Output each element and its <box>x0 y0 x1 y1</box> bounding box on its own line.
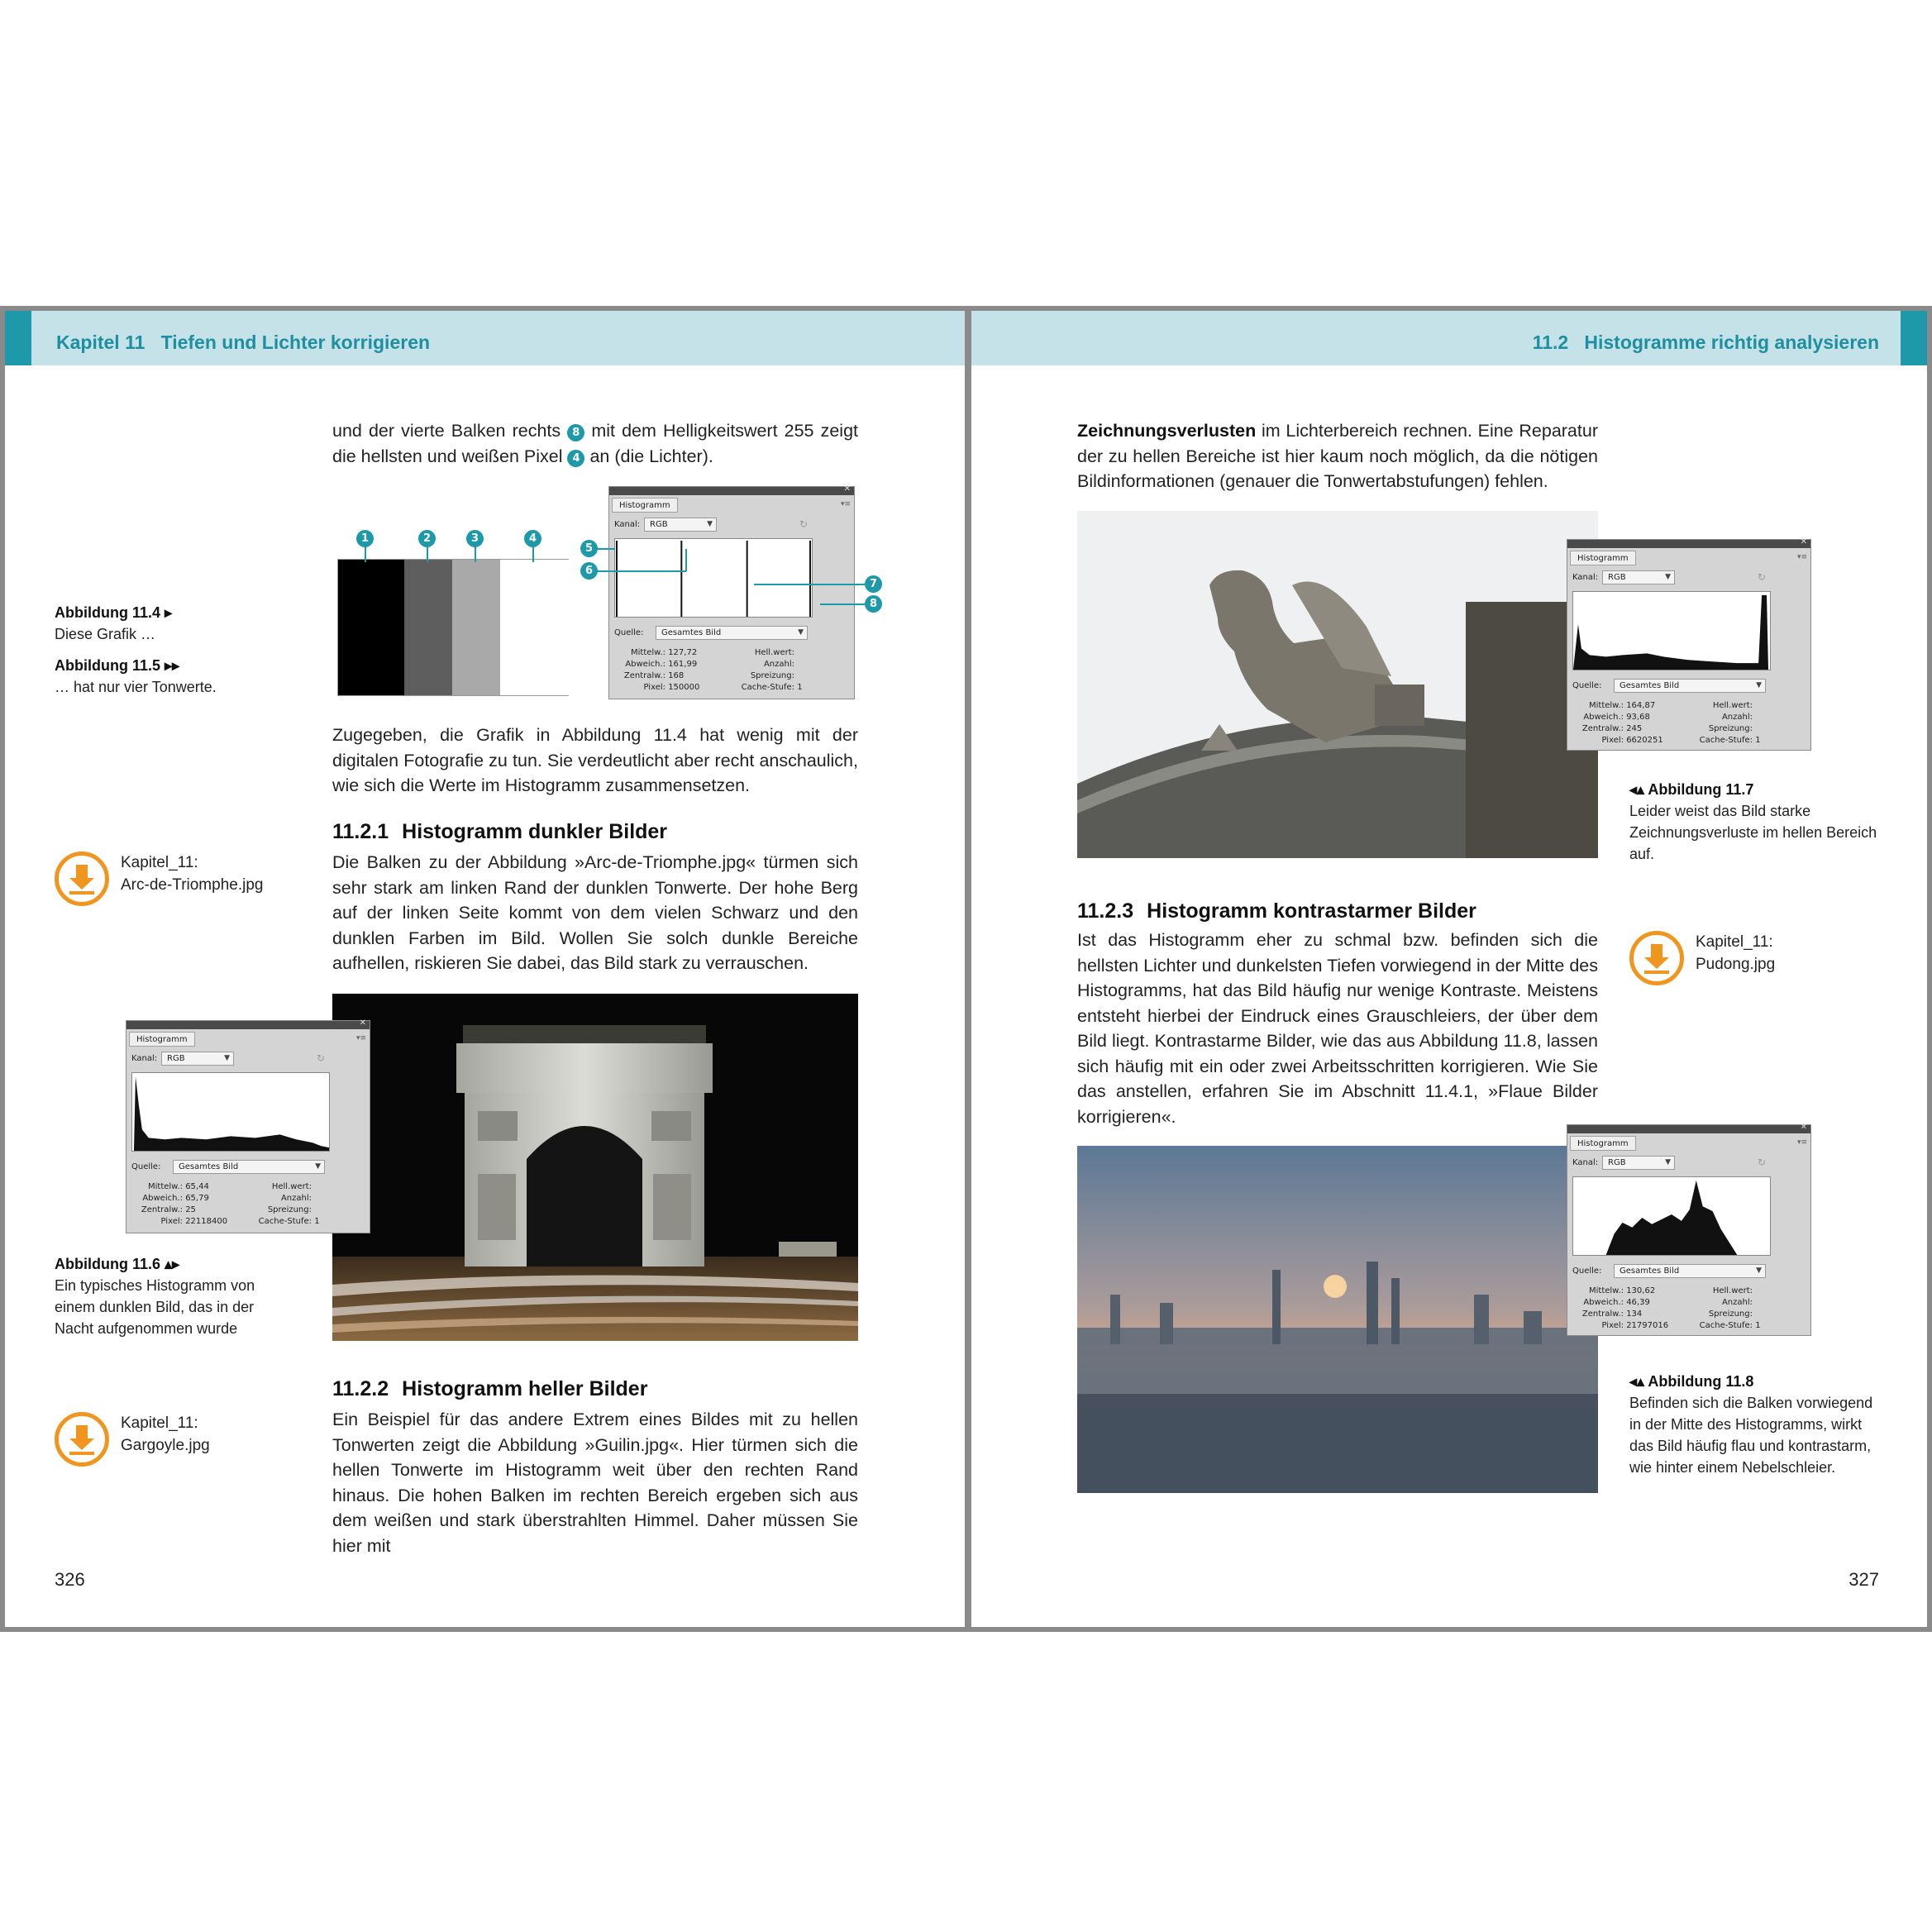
chapter-number: Kapitel 11 <box>56 332 145 353</box>
quelle-select[interactable] <box>1614 679 1766 693</box>
download-file: Pudong.jpg <box>1696 956 1776 973</box>
kanal-label: Kanal: <box>1572 573 1599 582</box>
stat-mittelw: 127,72 <box>668 648 698 657</box>
figure-marker-1 <box>356 530 374 547</box>
figure-marker-5 <box>580 540 598 557</box>
panel-titlebar <box>126 1018 370 1029</box>
refresh-icon[interactable]: ↻ <box>799 518 809 530</box>
download-folder: Kapitel_11: <box>1696 933 1773 951</box>
section-heading-11-2-1 <box>332 820 667 844</box>
tab-histogramm[interactable]: Histogramm <box>612 498 678 513</box>
kanal-label: Kanal: <box>1572 1158 1599 1167</box>
paragraph-11-2-2: Ein Beispiel für das andere Extrem eines Bildes mit zu hellen Tonwerten zeigt die Abbildung »Guilin.jpg«. Hier türmen sich die hellen Tonwerte im Histogramm weit über den rechten Rand hinaus. Die hohen Balken im rechten Bereich ergeben sich aus dem weißen und stark überstrahlten Himmel. Daher müssen Sie hier mit <box>332 1410 858 1556</box>
stat-label: Zentralw.: <box>141 1205 183 1214</box>
stat-label: Zentralw.: <box>1581 724 1624 733</box>
stat-label: Spreizung: <box>267 1205 312 1214</box>
photo-arc-de-triomphe <box>332 994 858 1341</box>
quelle-label: Quelle: <box>1572 1267 1602 1276</box>
stat-label: Hell.wert: <box>754 648 794 657</box>
stat-label: Pixel: <box>160 1217 183 1226</box>
section-heading-11-2-2 <box>332 1377 647 1401</box>
stat-label: Mittelw.: <box>148 1182 183 1191</box>
stat-label: Hell.wert: <box>271 1182 312 1191</box>
stat-label: Cache-Stufe: <box>258 1217 312 1226</box>
figure-marker-2 <box>418 530 436 547</box>
panel-titlebar <box>1567 537 1810 548</box>
stat-pixel: 150000 <box>668 683 700 692</box>
histogram-panel-fig-11-6 <box>126 1020 370 1233</box>
stat-label: Anzahl: <box>1721 1298 1753 1307</box>
running-header <box>971 311 1927 365</box>
chevron-down-icon: ▼ <box>1756 1267 1762 1275</box>
stat-label: Abweich.: <box>142 1194 183 1203</box>
figure-marker-4 <box>524 530 541 547</box>
caption-figure-11-6 <box>55 1253 294 1339</box>
section-title: Histogramm heller Bilder <box>402 1377 648 1400</box>
stat-label: Pixel: <box>1601 1321 1624 1330</box>
panel-menu-icon[interactable]: ▾≡ <box>1796 1138 1807 1147</box>
quelle-label: Quelle: <box>1572 681 1602 690</box>
kanal-select[interactable] <box>1602 1156 1675 1170</box>
stat-pixel: 6620251 <box>1626 736 1663 745</box>
tonal-bar-white <box>500 560 570 695</box>
paragraph-11-2-1: Die Balken zu der Abbildung »Arc-de-Triomphe.jpg« türmen sich sehr stark am linken Rand der dunklen Tonwerte. Der hohe Berg auf der linken Seite kommt von dem vielen Schwarz und den dunklen Farben im Bild. Wollen Sie solch dunkle Bereiche aufhellen, riskieren Sie dabei, das Bild stark zu verrauschen. <box>332 852 858 973</box>
header-tab <box>5 311 31 365</box>
stat-cache: 1 <box>797 683 803 692</box>
download-hint-arc[interactable] <box>55 852 303 909</box>
paragraph-grafik: Zugegeben, die Grafik in Abbildung 11.4 hat wenig mit der digitalen Fotografie zu tun. Sie verdeutlicht aber recht anschaulich, wie sich die Werte im Histogramm zusammensetzen. <box>332 725 858 795</box>
stat-label: Spreizung: <box>1708 724 1753 733</box>
stat-label: Spreizung: <box>750 671 794 680</box>
download-folder: Kapitel_11: <box>121 1414 198 1432</box>
figure-marker-3 <box>466 530 484 547</box>
stat-abweich: 93,68 <box>1626 713 1650 722</box>
stat-label: Mittelw.: <box>1589 701 1624 710</box>
stats-left <box>1572 1286 1688 1332</box>
kanal-value: RGB <box>1608 573 1626 582</box>
chevron-down-icon: ▼ <box>1756 681 1762 689</box>
download-label <box>121 852 263 896</box>
stat-zentralw: 134 <box>1626 1309 1643 1319</box>
stat-label: Spreizung: <box>1708 1309 1753 1319</box>
tab-histogramm[interactable]: Histogramm <box>129 1032 195 1047</box>
marker-3-label: 3 <box>466 530 484 547</box>
marker-1-label: 1 <box>356 530 374 547</box>
figure-marker-6 <box>580 562 598 580</box>
section-title: Histogramm dunkler Bilder <box>402 820 668 843</box>
refresh-icon[interactable]: ↻ <box>1758 571 1767 583</box>
stat-label: Pixel: <box>1601 736 1624 745</box>
histogram-panel-fig-11-7 <box>1567 539 1811 751</box>
paragraph-continued <box>1077 418 1598 494</box>
marker-leader-lines-top <box>336 546 584 562</box>
bold-term: Zeichnungsverlusten <box>1077 421 1257 441</box>
header-chapter-title <box>56 332 430 354</box>
stat-zentralw: 25 <box>185 1205 196 1214</box>
right-page <box>968 306 1932 1632</box>
caption-title: ◂▴ Abbildung 11.7 <box>1629 781 1754 798</box>
marker-leader-lines-panel <box>597 546 870 612</box>
chevron-down-icon: ▼ <box>1665 1158 1671 1166</box>
kanal-select[interactable] <box>161 1052 234 1066</box>
stat-pixel: 21797016 <box>1626 1321 1669 1330</box>
stat-label: Cache-Stufe: <box>1699 736 1753 745</box>
close-icon[interactable]: ✕ <box>359 1018 366 1028</box>
section-number: 11.2.3 <box>1077 899 1134 923</box>
stat-label: Hell.wert: <box>1712 1286 1753 1295</box>
caption-figure-11-5 <box>55 655 303 698</box>
histogram-graph <box>1572 1176 1771 1256</box>
kanal-label: Kanal: <box>614 520 641 529</box>
caption-title: Abbildung 11.6 ▴▸ <box>55 1256 180 1272</box>
download-label <box>121 1412 210 1457</box>
caption-text: … hat nur vier Tonwerte. <box>55 679 217 695</box>
section-heading-11-2-3 <box>1077 899 1476 923</box>
download-hint-gargoyle[interactable] <box>55 1412 303 1470</box>
stat-label: Anzahl: <box>1721 713 1753 722</box>
stat-label: Pixel: <box>643 683 665 692</box>
caption-title: Abbildung 11.4 ▸ <box>55 604 173 621</box>
stat-mittelw: 130,62 <box>1626 1286 1656 1295</box>
caption-text: Diese Grafik … <box>55 626 156 642</box>
stats-left <box>1572 700 1688 747</box>
photo-pudong-skyline <box>1077 1146 1598 1493</box>
refresh-icon[interactable]: ↻ <box>317 1052 326 1064</box>
intro-text-1: und der vierte Balken rechts <box>332 421 561 441</box>
kanal-value: RGB <box>167 1054 185 1063</box>
quelle-value: Gesamtes Bild <box>661 628 722 637</box>
download-file: Arc-de-Triomphe.jpg <box>121 876 264 894</box>
section-number: 11.2.1 <box>332 820 389 843</box>
kanal-value: RGB <box>650 520 668 529</box>
stat-label: Cache-Stufe: <box>1699 1321 1753 1330</box>
caption-figure-11-8 <box>1629 1371 1877 1478</box>
download-arrow-icon <box>55 852 109 906</box>
book-spread <box>0 306 1932 1632</box>
stat-cache: 1 <box>1755 1321 1761 1330</box>
stat-label: Mittelw.: <box>631 648 665 657</box>
stats-right <box>1683 1286 1807 1332</box>
panel-titlebar <box>609 484 854 495</box>
stat-label: Anzahl: <box>280 1194 312 1203</box>
histogram-graph <box>131 1072 330 1152</box>
tonal-bar-light-grey <box>452 560 500 695</box>
stat-label: Hell.wert: <box>1712 701 1753 710</box>
histogram-panel-fig-11-8 <box>1567 1124 1811 1336</box>
download-arrow-icon <box>55 1412 109 1467</box>
marker-4-label: 4 <box>524 530 541 547</box>
download-arrow-icon <box>1629 931 1684 985</box>
caption-figure-11-7 <box>1629 779 1877 865</box>
intro-text-2: mit dem Helligkeitswert 255 zeigt die hellsten und weißen Pixel <box>332 421 859 466</box>
marker-2-label: 2 <box>418 530 436 547</box>
chevron-down-icon: ▼ <box>1665 573 1671 581</box>
tab-histogramm[interactable]: Histogramm <box>1570 1136 1636 1151</box>
stat-label: Abweich.: <box>625 660 665 669</box>
section-number: 11.2.2 <box>332 1377 389 1400</box>
marker-8-label: 8 <box>865 595 882 613</box>
marker-5-label: 5 <box>580 540 598 557</box>
kanal-select[interactable] <box>1602 570 1675 584</box>
quelle-select[interactable] <box>173 1160 325 1174</box>
stats-right <box>725 647 849 694</box>
kanal-value: RGB <box>1608 1158 1626 1167</box>
download-folder: Kapitel_11: <box>121 854 198 871</box>
tonal-bar-black <box>338 560 404 695</box>
stats-left <box>614 647 730 694</box>
running-header <box>5 311 965 365</box>
stat-cache: 1 <box>314 1217 320 1226</box>
paragraph-text: im Lichterbereich rechnen. Eine Reparatur der zu hellen Bereiche ist hier kaum noch möglich, da die nötigen Bildinformationen (genauer die Tonwertabstufungen) fehlen. <box>1077 421 1598 491</box>
marker-7-label: 7 <box>865 575 882 593</box>
marker-6-label: 6 <box>580 562 598 580</box>
marker-badge-8: 8 <box>567 424 584 441</box>
photo-gargoyle <box>1077 511 1598 858</box>
download-label <box>1696 931 1775 976</box>
quelle-select[interactable] <box>656 626 808 640</box>
refresh-icon[interactable]: ↻ <box>1758 1157 1767 1168</box>
figure-11-4-tonal-bars <box>337 559 569 696</box>
stats-right <box>1683 700 1807 747</box>
stat-label: Cache-Stufe: <box>741 683 794 692</box>
chevron-down-icon: ▼ <box>315 1162 321 1171</box>
header-tab <box>1901 311 1927 365</box>
page-number-right: 327 <box>1849 1569 1879 1590</box>
stat-zentralw: 168 <box>668 671 685 680</box>
stat-label: Anzahl: <box>763 660 794 669</box>
intro-paragraph <box>332 418 858 469</box>
chapter-title: Tiefen und Lichter korrigieren <box>160 332 431 353</box>
caption-title: ◂▴ Abbildung 11.8 <box>1629 1373 1754 1390</box>
panel-menu-icon[interactable]: ▾≡ <box>1796 553 1807 561</box>
stats-left <box>131 1181 247 1228</box>
intro-text-3: an (die Lichter). <box>589 446 713 466</box>
stat-label: Mittelw.: <box>1589 1286 1624 1295</box>
chevron-down-icon: ▼ <box>798 628 804 637</box>
caption-text: Ein typisches Histogramm von einem dunklen Bild, das in der Nacht aufgenommen wurde <box>55 1277 255 1337</box>
stat-abweich: 65,79 <box>185 1194 209 1203</box>
tab-histogramm[interactable]: Histogramm <box>1570 551 1636 565</box>
chevron-down-icon: ▼ <box>707 520 713 528</box>
quelle-value: Gesamtes Bild <box>179 1162 239 1171</box>
page-number-left: 326 <box>55 1569 85 1590</box>
histogram-graph <box>1572 591 1771 670</box>
quelle-label: Quelle: <box>131 1162 161 1171</box>
section-number: 11.2 <box>1532 332 1569 353</box>
caption-title: Abbildung 11.5 ▸▸ <box>55 657 180 674</box>
paragraph-11-2-3: Ist das Histogramm eher zu schmal bzw. befinden sich die hellsten Lichter und dunkelsten Tiefen vorwiegend in der Mitte des Histogramms, hat das Bild häufig nur wenige Kontraste. Meistens entsteht hierbei der Eindruck eines Grauschleiers, der über dem Bild liegt. Kontrastarme Bilder, wie das aus Abbildung 11.8, lassen sich häufig mit ein oder zwei Arbeitsschritten korrigieren. Wie Sie das anstellen, erfahren Sie im Abschnitt 11.4.1, »Flaue Bilder korrigieren«. <box>1077 930 1598 1127</box>
download-file: Gargoyle.jpg <box>121 1437 210 1454</box>
close-icon[interactable]: ✕ <box>1800 1123 1807 1132</box>
section-title: Histogramm kontrastarmer Bilder <box>1147 899 1476 923</box>
stats-right <box>242 1181 366 1228</box>
stat-cache: 1 <box>1755 736 1761 745</box>
close-icon[interactable]: ✕ <box>1800 537 1807 546</box>
stat-label: Abweich.: <box>1583 1298 1624 1307</box>
marker-badge-4: 4 <box>567 450 584 467</box>
chevron-down-icon: ▼ <box>224 1054 230 1062</box>
header-section-title <box>1533 332 1879 354</box>
panel-menu-icon[interactable]: ▾≡ <box>840 500 851 508</box>
kanal-select[interactable] <box>644 518 717 532</box>
caption-text: Befinden sich die Balken vorwiegend in der Mitte des Histogramms, wirkt das Bild häufig flau und kontrastarm, wie hinter einem Nebelschleier. <box>1629 1395 1873 1476</box>
kanal-label: Kanal: <box>131 1054 158 1063</box>
quelle-value: Gesamtes Bild <box>1620 1267 1680 1276</box>
panel-menu-icon[interactable]: ▾≡ <box>355 1034 366 1042</box>
stat-mittelw: 164,87 <box>1626 701 1656 710</box>
stat-abweich: 161,99 <box>668 660 698 669</box>
download-hint-pudong[interactable] <box>1629 931 1877 989</box>
tonal-bar-dark-grey <box>404 560 452 695</box>
caption-figure-11-4 <box>55 602 303 645</box>
section-title: Histogramme richtig analysieren <box>1584 332 1879 353</box>
close-icon[interactable]: ✕ <box>843 484 851 494</box>
stat-label: Abweich.: <box>1583 713 1624 722</box>
caption-text: Leider weist das Bild starke Zeichnungsverluste im hellen Bereich auf. <box>1629 803 1877 862</box>
quelle-label: Quelle: <box>614 628 644 637</box>
quelle-select[interactable] <box>1614 1264 1766 1278</box>
stat-label: Zentralw.: <box>1581 1309 1624 1319</box>
left-page <box>0 306 968 1632</box>
quelle-value: Gesamtes Bild <box>1620 681 1680 690</box>
stat-label: Zentralw.: <box>623 671 665 680</box>
panel-titlebar <box>1567 1125 1810 1133</box>
stat-mittelw: 65,44 <box>185 1182 209 1191</box>
stat-abweich: 46,39 <box>1626 1298 1650 1307</box>
stat-zentralw: 245 <box>1626 724 1643 733</box>
stat-pixel: 22118400 <box>185 1217 228 1226</box>
